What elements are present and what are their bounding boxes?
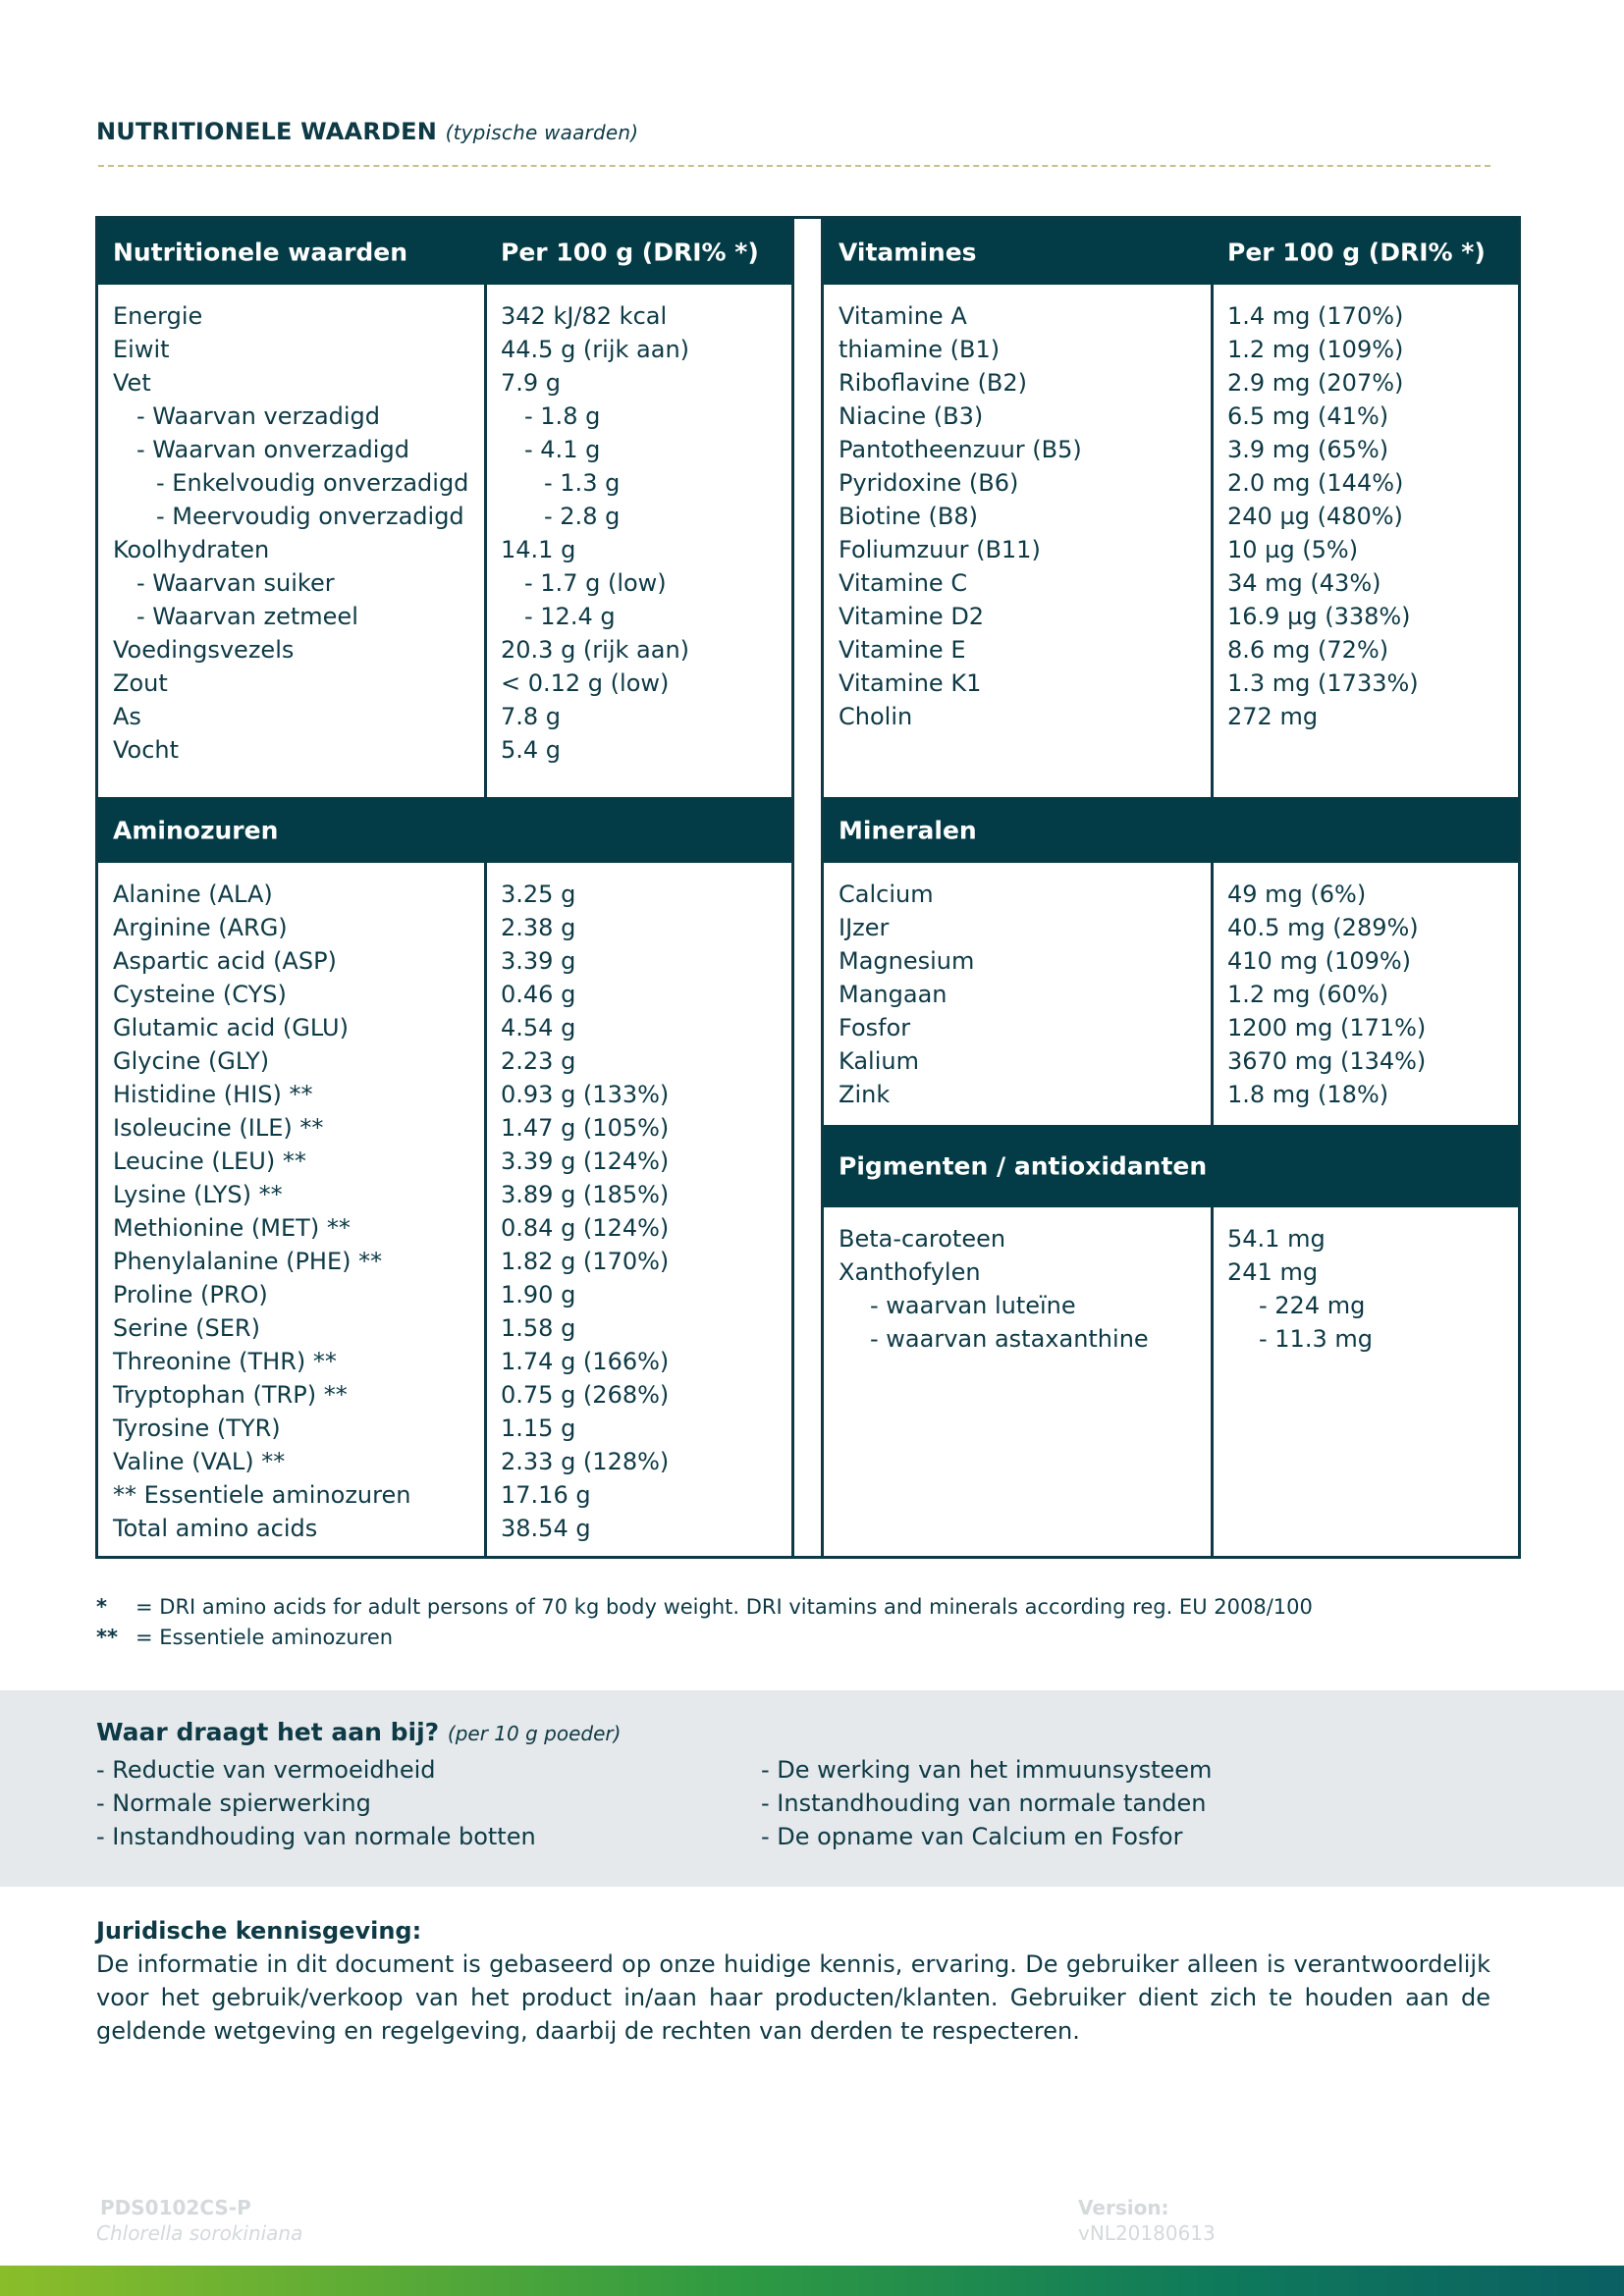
nutrition-header [98, 219, 791, 285]
vitamin-label: Niacine (B3) [839, 402, 984, 430]
vitamin-label: Pantotheenzuur (B5) [839, 436, 1082, 463]
amino-value: 0.93 g (133%) [501, 1081, 670, 1108]
pigments-header-label: Pigmenten / antioxidanten [839, 1151, 1208, 1181]
vitamin-value: 3.9 mg (65%) [1227, 436, 1389, 463]
table-gutter [794, 216, 824, 1559]
vitamins-header-value: Per 100 g (DRI% *) [1227, 238, 1486, 266]
mineral-value: 49 mg (6%) [1227, 881, 1367, 908]
vitamin-label: Pyridoxine (B6) [839, 469, 1019, 497]
vitamin-label: Vitamine D2 [839, 603, 985, 630]
pigments-labels [839, 1222, 1149, 1356]
vitamin-value: 240 µg (480%) [1227, 503, 1403, 530]
amino-label: Glycine (GLY) [113, 1047, 270, 1075]
vitamin-label: Cholin [839, 703, 913, 730]
amino-value: 3.39 g (124%) [501, 1148, 670, 1175]
mineral-value: 410 mg (109%) [1227, 947, 1412, 975]
benefits-heading [96, 1718, 621, 1746]
amino-value: 38.54 g [501, 1515, 591, 1542]
right-col-divider-1 [1211, 285, 1214, 797]
mineral-label: Zink [839, 1081, 891, 1108]
amino-value: 2.38 g [501, 914, 576, 941]
nutrition-label: - Waarvan verzadigd [136, 402, 381, 430]
footnote-essential-text: = Essentiele aminozuren [135, 1626, 394, 1649]
vitamin-label: thiamine (B1) [839, 336, 1001, 363]
mineral-label: Kalium [839, 1047, 919, 1075]
footer-right [1078, 2195, 1216, 2246]
benefit-item: - Instandhouding van normale botten [96, 1823, 536, 1850]
vitamin-value: 272 mg [1227, 703, 1319, 730]
legal-section [96, 1914, 1490, 2048]
vitamins-header [824, 219, 1518, 285]
nutrition-header-value: Per 100 g (DRI% *) [501, 238, 759, 266]
vitamin-value: 1.3 mg (1733%) [1227, 669, 1419, 697]
vitamin-value: 6.5 mg (41%) [1227, 402, 1389, 430]
amino-value: 4.54 g [501, 1014, 576, 1041]
footer-left [96, 2195, 303, 2246]
nutrition-value: - 2.8 g [544, 503, 621, 530]
nutrition-label: Zout [113, 669, 168, 697]
amino-value: 1.74 g (166%) [501, 1348, 670, 1375]
minerals-labels [839, 878, 974, 1111]
amino-label: Proline (PRO) [113, 1281, 268, 1308]
nutrition-value: 5.4 g [501, 736, 562, 764]
amino-values [501, 878, 669, 1545]
footnote-star: * [96, 1595, 107, 1619]
nutrition-label: - Waarvan suiker [136, 569, 335, 597]
left-col-divider-bottom [484, 863, 487, 1556]
amino-header [98, 797, 791, 863]
amino-label: Lysine (LYS) ** [113, 1181, 283, 1208]
vitamins-values [1227, 299, 1419, 733]
amino-value: 1.82 g (170%) [501, 1248, 670, 1275]
nutrition-value: 7.9 g [501, 369, 562, 397]
vitamin-label: Vitamine K1 [839, 669, 982, 697]
nutrition-label: - Enkelvoudig onverzadigd [156, 469, 469, 497]
nutrition-value: 342 kJ/82 kcal [501, 302, 668, 330]
vitamins-header-label: Vitamines [839, 238, 977, 266]
benefit-item: - Instandhouding van normale tanden [761, 1789, 1207, 1817]
vitamin-label: Foliumzuur (B11) [839, 536, 1041, 563]
mineral-value: 40.5 mg (289%) [1227, 914, 1419, 941]
amino-label: Alanine (ALA) [113, 881, 273, 908]
vitamin-value: 34 mg (43%) [1227, 569, 1381, 597]
mineral-value: 1200 mg (171%) [1227, 1014, 1427, 1041]
benefits-title: Waar draagt het aan bij? [96, 1718, 440, 1746]
nutrition-label: - Waarvan onverzadigd [136, 436, 409, 463]
nutrition-label: - Waarvan zetmeel [136, 603, 358, 630]
title-divider [98, 165, 1490, 167]
footnote-star: ** [96, 1626, 118, 1649]
benefits-subtitle: (per 10 g poeder) [447, 1722, 622, 1745]
nutrition-value: - 4.1 g [524, 436, 601, 463]
vitamins-labels [839, 299, 1082, 733]
amino-label: Glutamic acid (GLU) [113, 1014, 349, 1041]
page-title-text: NUTRITIONELE WAARDEN [96, 118, 438, 145]
amino-label: Methionine (MET) ** [113, 1214, 351, 1242]
amino-label: Valine (VAL) ** [113, 1448, 286, 1475]
benefits-left [96, 1753, 536, 1853]
nutrition-value: - 12.4 g [524, 603, 616, 630]
right-col-divider-3 [1211, 1207, 1214, 1556]
footer-species: Chlorella sorokiniana [96, 2221, 303, 2245]
page-subtitle: (typische waarden) [445, 121, 639, 144]
legal-title: Juridische kennisgeving: [96, 1917, 422, 1945]
pigments-values [1227, 1222, 1373, 1356]
amino-header-label: Aminozuren [113, 816, 279, 844]
mineral-label: Mangaan [839, 981, 947, 1008]
pigment-label: - waarvan luteïne [870, 1292, 1076, 1319]
pigments-header [824, 1125, 1518, 1207]
footnotes [96, 1592, 1313, 1653]
benefits-section [0, 1690, 1624, 1887]
amino-value: 1.15 g [501, 1415, 576, 1442]
amino-label: Total amino acids [113, 1515, 318, 1542]
nutrition-label: As [113, 703, 141, 730]
pigment-value: - 224 mg [1259, 1292, 1366, 1319]
mineral-value: 1.2 mg (60%) [1227, 981, 1389, 1008]
amino-value: 1.47 g (105%) [501, 1114, 670, 1142]
vitamin-value: 1.2 mg (109%) [1227, 336, 1404, 363]
vitamin-label: Vitamine E [839, 636, 966, 664]
page-title [96, 118, 638, 145]
nutrition-value: < 0.12 g (low) [501, 669, 670, 697]
amino-label: Aspartic acid (ASP) [113, 947, 337, 975]
amino-label: Cysteine (CYS) [113, 981, 287, 1008]
amino-label: Phenylalanine (PHE) ** [113, 1248, 383, 1275]
right-col-divider-2 [1211, 863, 1214, 1125]
nutrition-value: 20.3 g (rijk aan) [501, 636, 690, 664]
footer-gradient-bar [0, 2266, 1624, 2296]
nutrition-label: Vocht [113, 736, 180, 764]
vitamin-value: 2.9 mg (207%) [1227, 369, 1404, 397]
benefit-item: - Reductie van vermoeidheid [96, 1756, 436, 1784]
left-col-divider-top [484, 285, 487, 797]
vitamin-value: 1.4 mg (170%) [1227, 302, 1404, 330]
amino-value: 1.90 g [501, 1281, 576, 1308]
nutrition-value: 7.8 g [501, 703, 562, 730]
amino-label: Arginine (ARG) [113, 914, 288, 941]
pigment-value: 54.1 mg [1227, 1225, 1326, 1253]
amino-value: 1.58 g [501, 1314, 576, 1342]
amino-value: 2.33 g (128%) [501, 1448, 670, 1475]
amino-value: 3.89 g (185%) [501, 1181, 670, 1208]
amino-label: Tyrosine (TYR) [113, 1415, 281, 1442]
nutrition-label: Vet [113, 369, 151, 397]
amino-value: 0.46 g [501, 981, 576, 1008]
vitamin-value: 10 µg (5%) [1227, 536, 1359, 563]
vitamin-value: 16.9 µg (338%) [1227, 603, 1411, 630]
nutrition-header-label: Nutritionele waarden [113, 238, 408, 266]
amino-value: 3.39 g [501, 947, 576, 975]
pigment-label: - waarvan astaxanthine [870, 1325, 1149, 1353]
nutrition-value: - 1.7 g (low) [524, 569, 667, 597]
nutrition-label: - Meervoudig onverzadigd [156, 503, 464, 530]
benefit-item: - Normale spierwerking [96, 1789, 371, 1817]
mineral-value: 1.8 mg (18%) [1227, 1081, 1389, 1108]
nutrition-label: Voedingsvezels [113, 636, 295, 664]
benefit-item: - De werking van het immuunsysteem [761, 1756, 1213, 1784]
amino-label: Histidine (HIS) ** [113, 1081, 313, 1108]
nutrition-value: 14.1 g [501, 536, 576, 563]
left-table [95, 216, 794, 1559]
pigment-value: 241 mg [1227, 1258, 1319, 1286]
pigment-label: Xanthofylen [839, 1258, 981, 1286]
mineral-label: Calcium [839, 881, 934, 908]
footnote-dri [96, 1592, 1313, 1623]
pigment-label: Beta-caroteen [839, 1225, 1006, 1253]
amino-label: Threonine (THR) ** [113, 1348, 337, 1375]
mineral-value: 3670 mg (134%) [1227, 1047, 1427, 1075]
amino-label: Isoleucine (ILE) ** [113, 1114, 324, 1142]
nutrition-value: - 1.3 g [544, 469, 621, 497]
amino-value: 17.16 g [501, 1481, 591, 1509]
footer-code: PDS0102CS-P [100, 2196, 251, 2219]
vitamin-label: Vitamine C [839, 569, 968, 597]
minerals-header [824, 797, 1518, 863]
footer-version: vNL20180613 [1078, 2221, 1216, 2245]
vitamin-label: Vitamine A [839, 302, 967, 330]
vitamin-label: Biotine (B8) [839, 503, 978, 530]
nutrition-label: Energie [113, 302, 203, 330]
amino-label: Leucine (LEU) ** [113, 1148, 306, 1175]
amino-value: 0.75 g (268%) [501, 1381, 670, 1409]
mineral-label: IJzer [839, 914, 890, 941]
benefit-item: - De opname van Calcium en Fosfor [761, 1823, 1183, 1850]
amino-value: 3.25 g [501, 881, 576, 908]
amino-value: 2.23 g [501, 1047, 576, 1075]
vitamin-value: 8.6 mg (72%) [1227, 636, 1389, 664]
vitamin-label: Riboflavine (B2) [839, 369, 1028, 397]
nutrition-label: Eiwit [113, 336, 170, 363]
amino-label: ** Essentiele aminozuren [113, 1481, 411, 1509]
benefits-right [761, 1753, 1212, 1853]
amino-labels [113, 878, 410, 1545]
amino-label: Serine (SER) [113, 1314, 260, 1342]
footnote-dri-text: = DRI amino acids for adult persons of 70 kg body weight. DRI vitamins and minerals according reg. EU 2008/100 [135, 1595, 1313, 1619]
nutrition-value: 44.5 g (rijk aan) [501, 336, 690, 363]
amino-value: 0.84 g (124%) [501, 1214, 670, 1242]
legal-text: De informatie in dit document is gebaseerd op onze huidige kennis, ervaring. De gebruiker alleen is verantwoordelijk voor het gebruik/verkoop van het product in/aan haar producten/klanten. Gebruiker dient zich te houden aan de geldende wetgeving en regelgeving, daarbij de rechten van derden te respecteren. [96, 1950, 1490, 2045]
nutrition-value: - 1.8 g [524, 402, 601, 430]
nutrition-label: Koolhydraten [113, 536, 270, 563]
minerals-values [1227, 878, 1426, 1111]
vitamin-value: 2.0 mg (144%) [1227, 469, 1404, 497]
nutrition-labels [113, 299, 468, 767]
amino-label: Tryptophan (TRP) ** [113, 1381, 348, 1409]
footer-version-label: Version: [1078, 2196, 1169, 2219]
nutrition-values [501, 299, 689, 767]
pigment-value: - 11.3 mg [1259, 1325, 1373, 1353]
minerals-header-label: Mineralen [839, 816, 977, 844]
mineral-label: Fosfor [839, 1014, 911, 1041]
right-table [821, 216, 1521, 1559]
footnote-essential [96, 1623, 1313, 1653]
mineral-label: Magnesium [839, 947, 975, 975]
